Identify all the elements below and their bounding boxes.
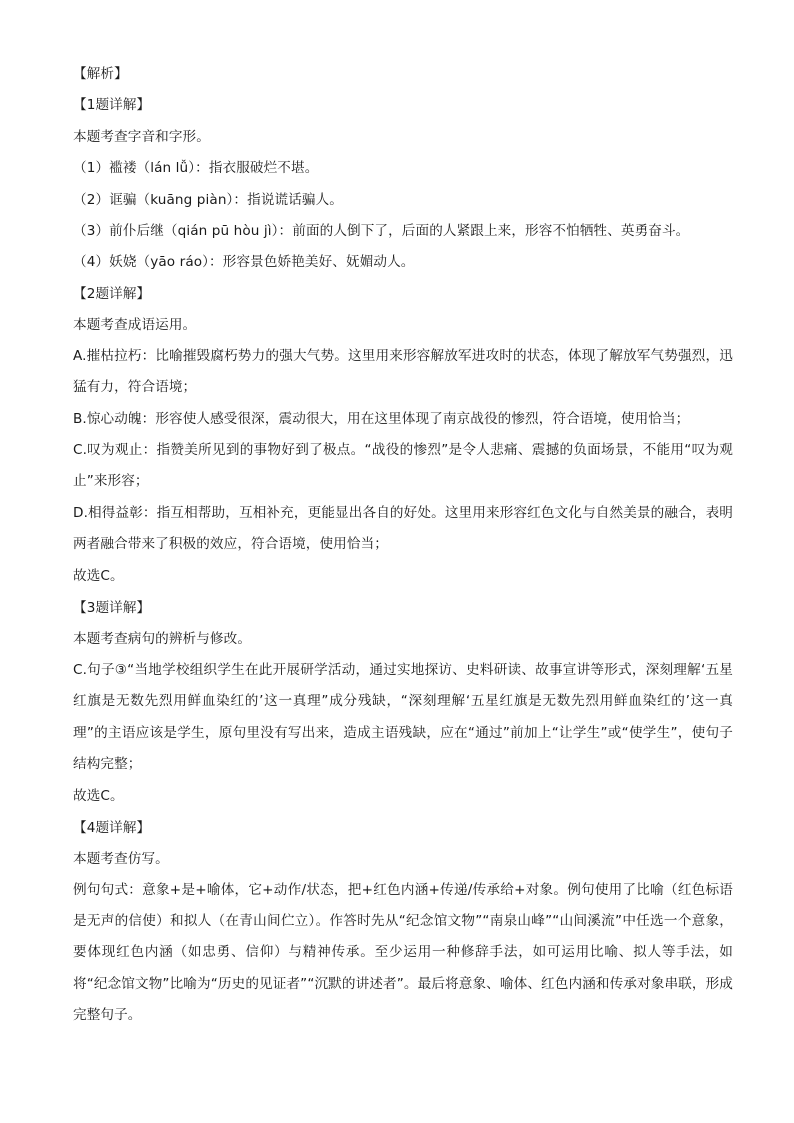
q1-heading: 【1题详解】: [73, 97, 151, 114]
jiexi-heading: 【解析】: [73, 66, 128, 82]
q1-item-3: （3）前仆后继（qián pū hòu jì）：前面的人倒下了，后面的人紧跟上来，形容不怕牺牲、英勇奋斗。: [73, 222, 690, 239]
q1-item-2: （2）诓骗（kuāng piàn）：指说谎话骗人。: [73, 191, 343, 208]
q2-option-b: B.惊心动魄：形容使人感受很深，震动很大，用在这里体现了南京战役的惨烈，符合语境，使用恰当；: [73, 411, 690, 428]
q4-intro: 本题考查仿写。: [73, 850, 169, 867]
document-page: [73, 63, 733, 1036]
q3-answer: 故选C。: [73, 788, 124, 805]
q2-option-a: A.摧枯拉朽：比喻摧毁腐朽势力的强大气势。这里用来形容解放军进攻时的状态，体现了解放军气势强烈，迅猛有力，符合语境；: [73, 347, 733, 396]
q1-item-1: （1）褴褛（lán lǚ）：指衣服破烂不堪。: [73, 160, 319, 177]
q2-answer: 故选C。: [73, 568, 124, 585]
q1-item-4: （4）妖娆（yāo ráo）：形容景色娇艳美好、妩媚动人。: [73, 254, 415, 271]
q2-intro: 本题考查成语运用。: [73, 317, 197, 334]
q2-option-c: C.叹为观止：指赞美所见到的事物好到了极点。“战役的惨烈”是令人悲痛、震撼的负面场景，不能用“叹为观止”来形容；: [73, 442, 733, 490]
q3-analysis: C.句子③“当地学校组织学生在此开展研学活动，通过实地探访、史料研读、故事宣讲等形式，深刻理解‘五星红旗是无数先烈用鲜血染红的’这一真理”成分残缺，“深刻理解‘五星红旗是无数先烈用鲜血染红的’这一真理”的主语应该是学生，原句里没有写出来，造成主语残缺，应在“通过”前加上“让学生”或“使学生”，使句子结构完整；: [73, 661, 733, 773]
q3-intro: 本题考查病句的辨析与修改。: [73, 631, 252, 648]
q4-heading: 【4题详解】: [73, 819, 151, 836]
q4-analysis: 例句句式：意象+是+喻体，它+动作/状态，把+红色内涵+传递/传承给+对象。例句使用了比喻（红色标语是无声的信使）和拟人（在青山间伫立）。作答时先从“纪念馆文物”“南泉山峰”“山间溪流”中任选一个意象，要体现红色内涵（如忠勇、信仰）与精神传承。至少运用一种修辞手法，如可运用比喻、拟人等手法，如将“纪念馆文物”比喻为“历史的见证者”“沉默的讲述者”。最后将意象、喻体、红色内涵和传承对象串联，形成完整句子。: [73, 881, 733, 1024]
q1-intro: 本题考查字音和字形。: [73, 128, 210, 145]
q2-option-d: D.相得益彰：指互相帮助，互相补充，更能显出各自的好处。这里用来形容红色文化与自然美景的融合，表明两者融合带来了积极的效应，符合语境，使用恰当；: [73, 504, 733, 553]
q2-heading: 【2题详解】: [73, 285, 151, 302]
q3-heading: 【3题详解】: [73, 599, 151, 616]
